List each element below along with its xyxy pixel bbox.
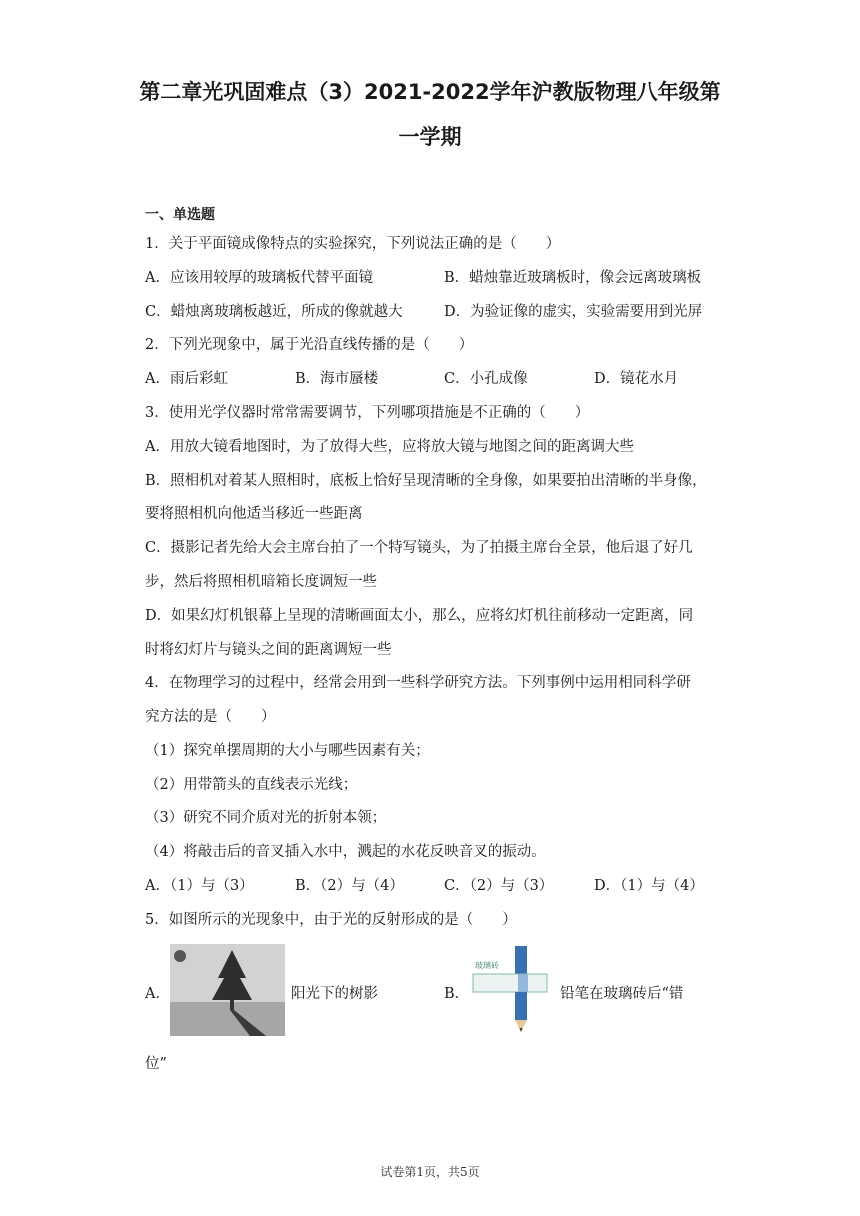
q5-option-a-letter: A．: [145, 986, 170, 1002]
q3-option-c-line1: C．摄影记者先给大会主席台拍了一个特写镜头，为了拍摄主席台全景，他后退了好几: [145, 540, 693, 556]
q1-stem: 1．关于平面镜成像特点的实验探究，下列说法正确的是（ ）: [145, 236, 561, 252]
q4-option-a: A．（1）与（3）: [145, 878, 254, 894]
q2-option-b: B．海市蜃楼: [295, 371, 379, 387]
q3-stem: 3．使用光学仪器时常常需要调节，下列哪项措施是不正确的（ ）: [145, 405, 590, 421]
q5-option-b-text: 铅笔在玻璃砖后“错: [560, 986, 684, 1002]
tree-shadow-image: [170, 944, 285, 1036]
q3-option-c-line2: 步，然后将照相机暗箱长度调短一些: [145, 574, 377, 590]
page-title-line2: 一学期: [398, 125, 462, 149]
q1-option-b: B．蜡烛靠近玻璃板时，像会远离玻璃板: [444, 270, 702, 286]
q3-option-b-line1: B．照相机对着某人照相时，底板上恰好呈现清晰的全身像，如果要拍出清晰的半身像，: [145, 473, 707, 489]
q1-option-c: C．蜡烛离玻璃板越近，所成的像就越大: [145, 304, 403, 320]
q2-option-c: C．小孔成像: [444, 371, 528, 387]
q2-option-a: A．雨后彩虹: [145, 371, 228, 387]
q4-statement-1: （1）探究单摆周期的大小与哪些因素有关；: [145, 743, 430, 759]
glass-brick-label: 玻璃砖: [475, 961, 499, 970]
pencil-glass-brick-image: [465, 944, 555, 1036]
q2-stem: 2．下列光现象中，属于光沿直线传播的是（ ）: [145, 337, 474, 353]
q4-statement-2: （2）用带箭头的直线表示光线；: [145, 777, 358, 793]
q1-option-a: A．应该用较厚的玻璃板代替平面镜: [145, 270, 373, 286]
q3-option-a: A．用放大镜看地图时，为了放得大些，应将放大镜与地图之间的距离调大些: [145, 439, 634, 455]
q4-stem-line1: 4．在物理学习的过程中，经常会用到一些科学研究方法。下列事例中运用相同科学研: [145, 675, 691, 691]
q3-option-b-line2: 要将照相机向他适当移近一些距离: [145, 506, 363, 522]
q2-option-d: D．镜花水月: [594, 371, 679, 387]
q3-option-d-line1: D．如果幻灯机银幕上呈现的清晰画面太小，那么，应将幻灯机往前移动一定距离，同: [145, 608, 694, 624]
q3-option-d-line2: 时将幻灯片与镜头之间的距离调短一些: [145, 642, 392, 658]
section-heading: 一、单选题: [145, 207, 215, 223]
q5-option-a-text: 阳光下的树影: [291, 986, 378, 1002]
q4-option-c: C．（2）与（3）: [444, 878, 554, 894]
q4-statement-3: （3）研究不同介质对光的折射本领；: [145, 810, 387, 826]
q5-stem: 5．如图所示的光现象中，由于光的反射形成的是（ ）: [145, 912, 517, 928]
q4-statement-4: （4）将敲击后的音叉插入水中，溅起的水花反映音叉的振动。: [145, 844, 546, 860]
q1-option-d: D．为验证像的虚实，实验需要用到光屏: [444, 304, 703, 320]
q4-option-d: D．（1）与（4）: [594, 878, 704, 894]
q5-option-b-text-cont: 位”: [145, 1056, 167, 1072]
q4-stem-line2: 究方法的是（ ）: [145, 709, 276, 725]
q4-option-b: B．（2）与（4）: [295, 878, 404, 894]
page-footer: 试卷第1页，共5页: [380, 1165, 480, 1179]
page-title-line1: 第二章光巩固难点（3）2021-2022学年沪教版物理八年级第: [139, 80, 721, 104]
q5-option-b-letter: B．: [444, 986, 470, 1002]
